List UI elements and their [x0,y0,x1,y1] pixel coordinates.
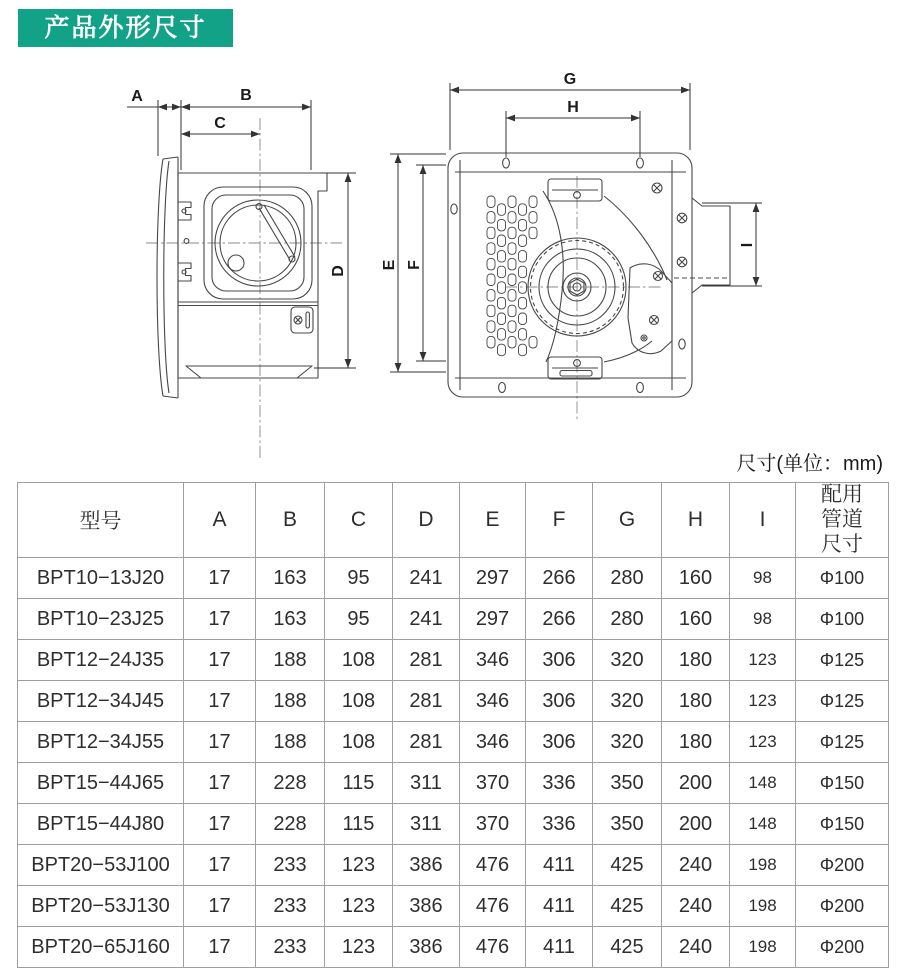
value-cell: 17 [184,640,256,681]
col-header-pipe-label: 配用管道尺寸 [821,483,863,556]
value-cell: 123 [325,845,393,886]
value-cell: 425 [593,886,662,927]
value-cell: 476 [460,927,526,968]
dimensions-table [17,482,889,968]
value-cell: 350 [593,763,662,804]
value-cell: 336 [526,763,593,804]
value-cell: 198 [730,927,796,968]
value-cell: 386 [393,886,460,927]
value-cell: 188 [256,640,325,681]
value-cell: 160 [662,599,730,640]
col-header-d: D [393,483,460,558]
page-title: 产品外形尺寸 [18,9,233,47]
value-cell: 123 [325,927,393,968]
value-cell: 188 [256,722,325,763]
value-cell: 336 [526,804,593,845]
value-cell: Φ150 [796,804,889,845]
value-cell: 320 [593,640,662,681]
value-cell: Φ125 [796,681,889,722]
table-body [18,558,889,968]
model-cell: BPT12−34J55 [18,722,184,763]
value-cell: 233 [256,927,325,968]
value-cell: 297 [460,558,526,599]
model-cell: BPT10−23J25 [18,599,184,640]
model-cell: BPT15−44J65 [18,763,184,804]
value-cell: 425 [593,927,662,968]
value-cell: 17 [184,804,256,845]
value-cell: 346 [460,681,526,722]
table-row [18,722,889,763]
dimension-arrows [158,87,759,372]
value-cell: 188 [256,681,325,722]
table-row [18,558,889,599]
col-header-i: I [730,483,796,558]
value-cell: 228 [256,763,325,804]
value-cell: 123 [325,886,393,927]
value-cell: 17 [184,681,256,722]
value-cell: 240 [662,845,730,886]
value-cell: 281 [393,640,460,681]
col-header-pipe [796,483,889,558]
value-cell: 370 [460,763,526,804]
col-header-e: E [460,483,526,558]
value-cell: 281 [393,681,460,722]
value-cell: 17 [184,558,256,599]
value-cell: 17 [184,599,256,640]
value-cell: 306 [526,722,593,763]
value-cell: Φ100 [796,558,889,599]
value-cell: 425 [593,845,662,886]
unit-note: 尺寸(单位：mm) [736,453,883,475]
dim-label-e: E [381,259,398,271]
value-cell: 240 [662,886,730,927]
table-row [18,886,889,927]
value-cell: 476 [460,845,526,886]
value-cell: 95 [325,599,393,640]
value-cell: 108 [325,722,393,763]
value-cell: 241 [393,599,460,640]
value-cell: 180 [662,681,730,722]
value-cell: 411 [526,886,593,927]
model-cell: BPT12−24J35 [18,640,184,681]
value-cell: 17 [184,927,256,968]
value-cell: 411 [526,927,593,968]
top-view-drawing [448,153,730,397]
value-cell: 17 [184,886,256,927]
value-cell: 228 [256,804,325,845]
table-header [18,483,889,558]
value-cell: 386 [393,845,460,886]
dimension-labels [131,71,756,277]
value-cell: 346 [460,722,526,763]
value-cell: 115 [325,804,393,845]
value-cell: 108 [325,681,393,722]
value-cell: 17 [184,845,256,886]
col-header-f: F [526,483,593,558]
col-header-b: B [256,483,325,558]
value-cell: 123 [730,722,796,763]
value-cell: 311 [393,763,460,804]
dim-label-c: C [214,115,226,132]
col-header-h: H [662,483,730,558]
value-cell: 17 [184,722,256,763]
value-cell: 198 [730,886,796,927]
model-cell: BPT20−53J130 [18,886,184,927]
model-cell: BPT12−34J45 [18,681,184,722]
value-cell: 180 [662,722,730,763]
value-cell: 148 [730,763,796,804]
value-cell: 297 [460,599,526,640]
table-row [18,763,889,804]
value-cell: 108 [325,640,393,681]
table-row [18,927,889,968]
value-cell: 160 [662,558,730,599]
value-cell: 98 [730,599,796,640]
col-header-g: G [593,483,662,558]
value-cell: 346 [460,640,526,681]
value-cell: 241 [393,558,460,599]
value-cell: 233 [256,886,325,927]
value-cell: 123 [730,681,796,722]
value-cell: 115 [325,763,393,804]
model-cell: BPT20−65J160 [18,927,184,968]
centerlines [146,118,662,458]
value-cell: 411 [526,845,593,886]
value-cell: 476 [460,886,526,927]
value-cell: 98 [730,558,796,599]
value-cell: 200 [662,804,730,845]
value-cell: 281 [393,722,460,763]
table-row [18,640,889,681]
dim-label-i: I [739,242,756,248]
value-cell: 148 [730,804,796,845]
value-cell: Φ150 [796,763,889,804]
value-cell: 240 [662,927,730,968]
value-cell: Φ200 [796,886,889,927]
table-row [18,845,889,886]
dim-label-d: D [330,265,347,277]
value-cell: Φ125 [796,722,889,763]
col-header-model: 型号 [18,483,184,558]
value-cell: 306 [526,681,593,722]
value-cell: 266 [526,558,593,599]
value-cell: 17 [184,763,256,804]
dim-label-h: H [567,99,579,116]
value-cell: 280 [593,558,662,599]
value-cell: 280 [593,599,662,640]
value-cell: 163 [256,558,325,599]
dimension-diagrams [0,0,900,475]
value-cell: Φ200 [796,845,889,886]
value-cell: Φ100 [796,599,889,640]
value-cell: Φ125 [796,640,889,681]
value-cell: 386 [393,927,460,968]
value-cell: 320 [593,681,662,722]
model-cell: BPT10−13J20 [18,558,184,599]
value-cell: Φ200 [796,927,889,968]
value-cell: 311 [393,804,460,845]
value-cell: 320 [593,722,662,763]
dim-label-b: B [240,87,252,104]
dim-label-a: A [131,88,143,105]
table-row [18,681,889,722]
value-cell: 370 [460,804,526,845]
value-cell: 233 [256,845,325,886]
model-cell: BPT20−53J100 [18,845,184,886]
value-cell: 350 [593,804,662,845]
value-cell: 200 [662,763,730,804]
side-view-drawing [157,157,327,398]
value-cell: 266 [526,599,593,640]
value-cell: 180 [662,640,730,681]
dim-label-g: G [563,71,577,88]
header-row [18,483,889,558]
table-row [18,804,889,845]
value-cell: 306 [526,640,593,681]
col-header-a: A [184,483,256,558]
value-cell: 198 [730,845,796,886]
value-cell: 123 [730,640,796,681]
value-cell: 163 [256,599,325,640]
model-cell: BPT15−44J80 [18,804,184,845]
col-header-c: C [325,483,393,558]
dim-label-f: F [406,260,423,270]
table-row [18,599,889,640]
value-cell: 95 [325,558,393,599]
